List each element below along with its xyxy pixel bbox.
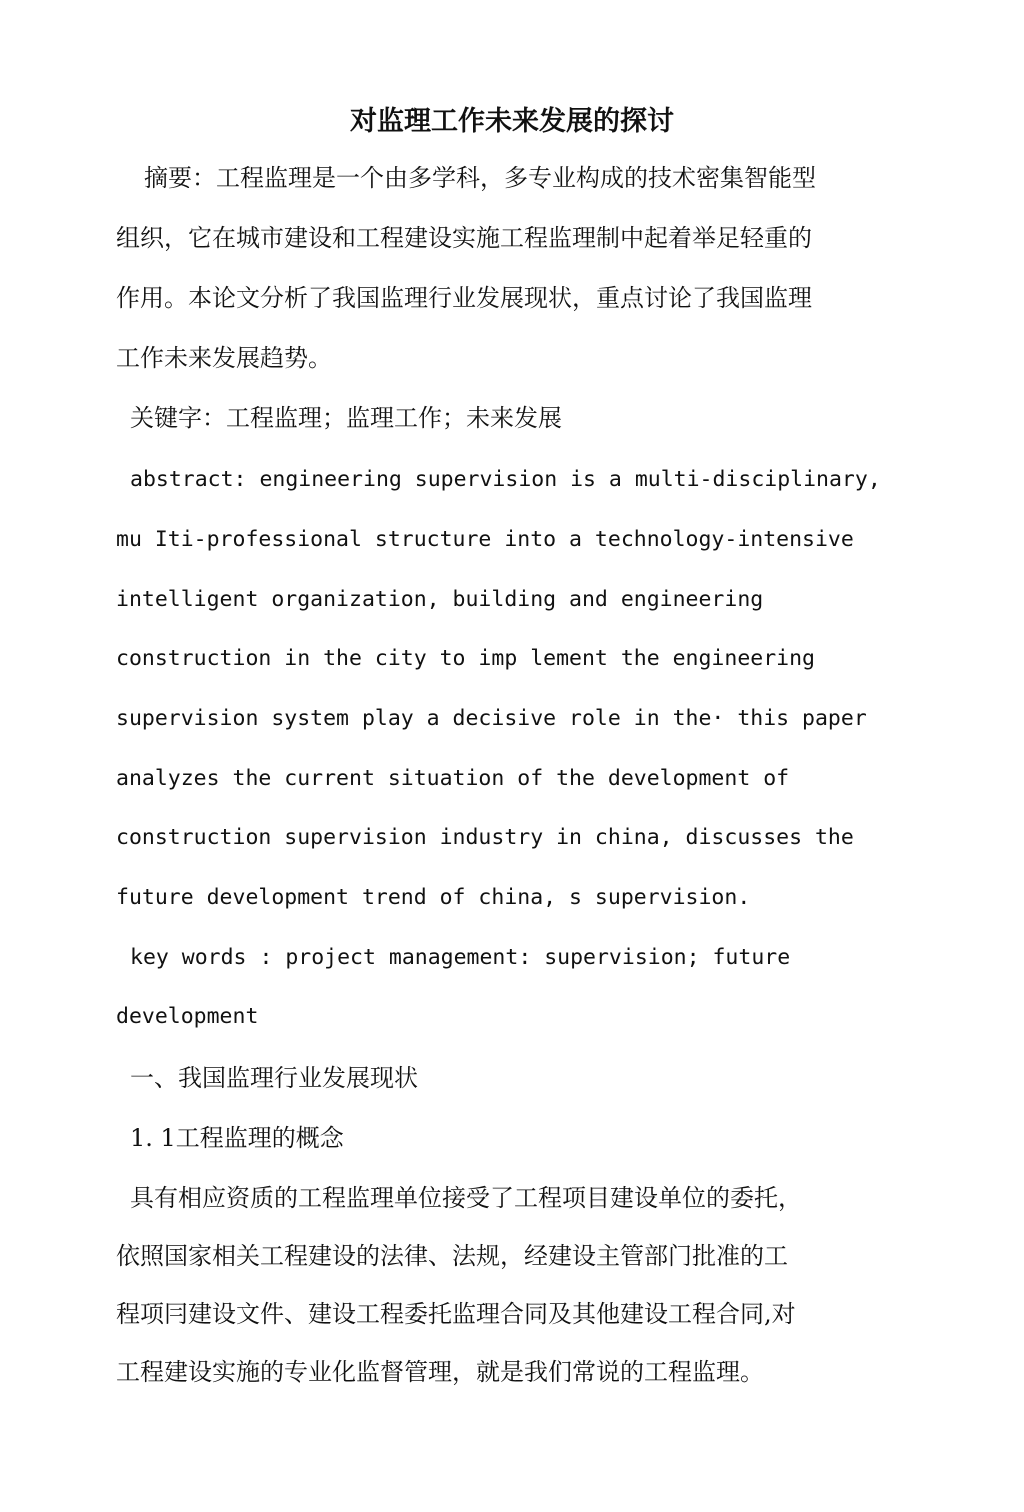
abstract-en-line: abstract: engineering supervision is a multi-disciplinary, bbox=[130, 467, 881, 492]
keywords-en-line: development bbox=[116, 1004, 259, 1029]
abstract-en-line: construction in the city to imp lement the engineering bbox=[116, 646, 815, 671]
abstract-en-line: construction supervision industry in china, discusses the bbox=[116, 825, 854, 850]
subsection-heading: 1. 1工程监理的概念 bbox=[130, 1124, 344, 1152]
body-line: 具有相应资质的工程监理单位接受了工程项目建设单位的委托， bbox=[130, 1184, 802, 1212]
body-line: 程项冃建设文件、建设工程委托监理合同及其他建设工程合同,对 bbox=[116, 1300, 796, 1328]
abstract-cn-line: 作用。本论文分析了我国监理行业发展现状，重点讨论了我国监理 bbox=[116, 284, 812, 312]
abstract-cn-line: 工作未来发展趋势。 bbox=[116, 344, 332, 372]
abstract-en-line: supervision system play a decisive role in the· this paper bbox=[116, 706, 867, 731]
abstract-en-line: mu Iti-professional structure into a technology-intensive bbox=[116, 527, 854, 552]
keywords-en-line: key words : project management: supervision; future bbox=[130, 945, 791, 970]
abstract-cn-line: 组织，它在城市建设和工程建设实施工程监理制中起着举足轻重的 bbox=[116, 224, 812, 252]
body-line: 工程建设实施的专业化监督管理，就是我们常说的工程监理。 bbox=[116, 1358, 764, 1386]
keywords-cn: 关键字：工程监理；监理工作；未来发展 bbox=[130, 404, 562, 432]
abstract-cn-line: 摘要：工程监理是一个由多学科，多专业构成的技术密集智能型 bbox=[144, 164, 816, 192]
abstract-en-line: intelligent organization, building and engineering bbox=[116, 587, 764, 612]
abstract-en-line: future development trend of china, s supervision. bbox=[116, 885, 751, 910]
body-line: 依照国家相关工程建设的法律、法规，经建设主管部门批准的工 bbox=[116, 1242, 788, 1270]
section-heading: 一、我国监理行业发展现状 bbox=[130, 1064, 418, 1092]
document-title: 对监理工作未来发展的探讨 bbox=[350, 106, 674, 137]
abstract-en-line: analyzes the current situation of the development of bbox=[116, 766, 790, 791]
